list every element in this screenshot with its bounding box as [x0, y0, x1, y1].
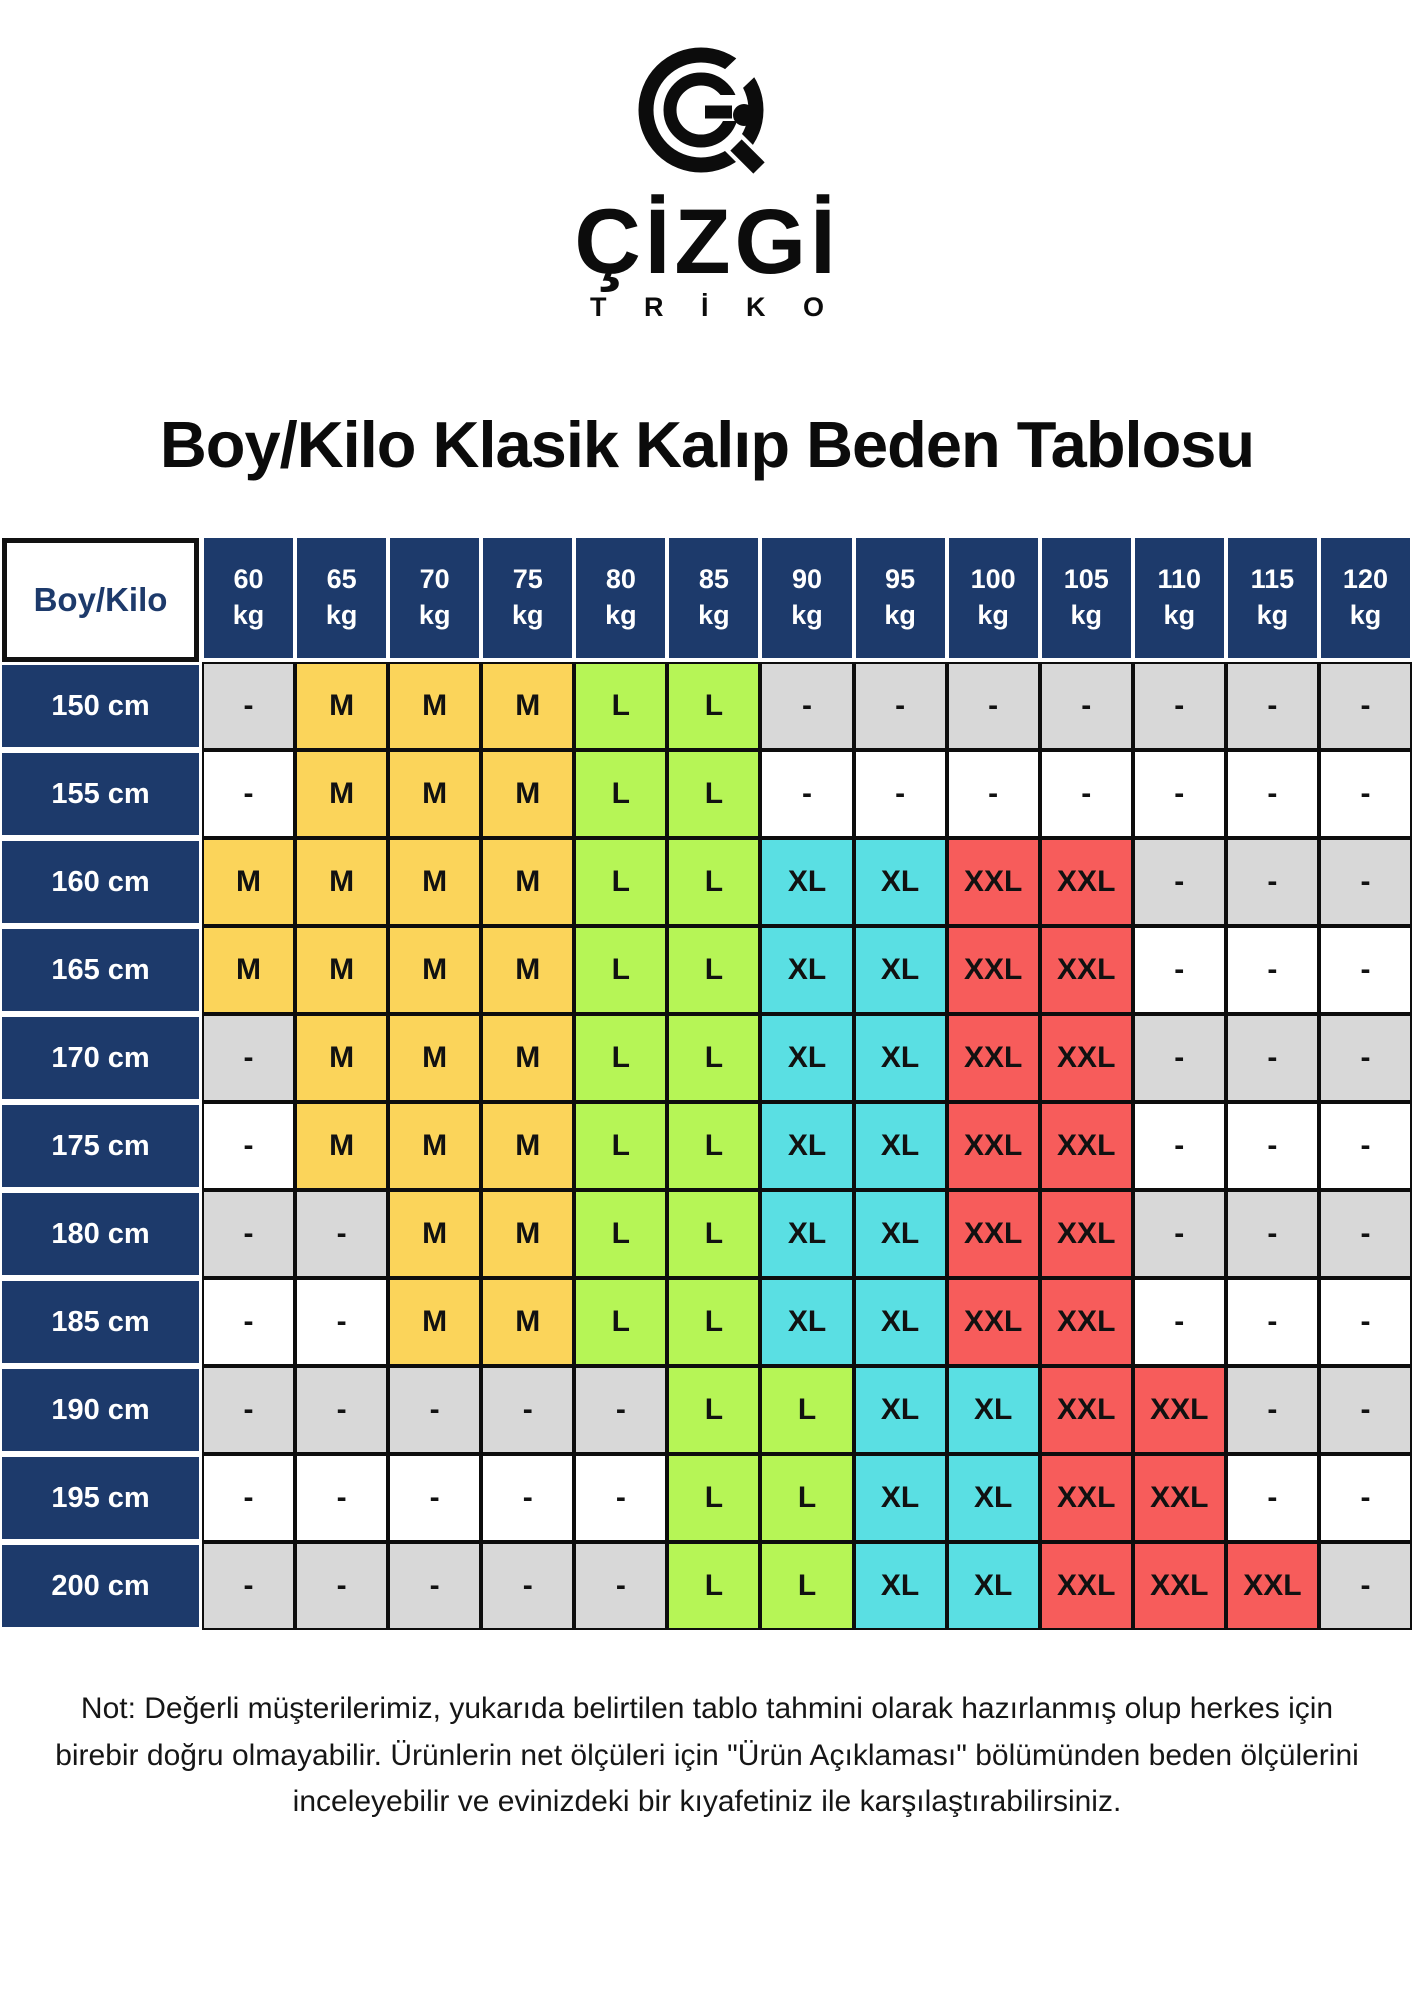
size-cell: - [574, 1454, 667, 1542]
size-cell: XL [854, 1454, 947, 1542]
size-cell: - [1319, 1366, 1412, 1454]
size-cell: M [388, 1102, 481, 1190]
size-cell: - [1319, 1278, 1412, 1366]
size-cell: XL [854, 1278, 947, 1366]
weight-header-120kg: 120 kg [1321, 538, 1410, 658]
size-cell: XL [947, 1454, 1040, 1542]
size-cell: - [1226, 1190, 1319, 1278]
size-cell: - [388, 1542, 481, 1630]
size-cell: M [388, 1278, 481, 1366]
size-cell: - [760, 750, 853, 838]
size-cell: M [481, 1278, 574, 1366]
weight-header-115kg: 115 kg [1228, 538, 1317, 658]
note-text: Not: Değerli müşterilerimiz, yukarıda belirtilen tablo tahmini olarak hazırlanmış olup herkes için birebir doğru olmayabilir. Ürünlerin net ölçüleri için "Ürün Açıklaması" bölümünden beden ölçülerini inceleyebilir ve evinizdeki bir kıyafetiniz ile karşılaştırabilirsiniz. [55, 1692, 1359, 1818]
size-cell: - [1226, 750, 1319, 838]
size-cell: XXL [947, 838, 1040, 926]
size-cell: L [667, 662, 760, 750]
size-cell: M [388, 1014, 481, 1102]
size-cell: - [1226, 1454, 1319, 1542]
size-cell: M [295, 750, 388, 838]
size-cell: M [202, 926, 295, 1014]
size-cell: XXL [1040, 1454, 1133, 1542]
weight-header-95kg: 95 kg [856, 538, 945, 658]
size-cell: XL [854, 1366, 947, 1454]
size-cell: M [295, 662, 388, 750]
size-cell: - [481, 1454, 574, 1542]
size-cell: - [574, 1366, 667, 1454]
size-cell: L [574, 662, 667, 750]
size-cell: XXL [1040, 926, 1133, 1014]
size-cell: XL [760, 1014, 853, 1102]
size-cell: - [1319, 926, 1412, 1014]
size-cell: - [854, 750, 947, 838]
row-label-175-cm: 175 cm [2, 1105, 199, 1187]
size-cell: - [1133, 1102, 1226, 1190]
size-cell: - [1133, 926, 1226, 1014]
size-cell: L [667, 1102, 760, 1190]
size-cell: - [1226, 838, 1319, 926]
size-cell: XL [854, 838, 947, 926]
page-title: Boy/Kilo Klasik Kalıp Beden Tablosu [159, 408, 1255, 481]
size-cell: - [295, 1190, 388, 1278]
weight-header-105kg: 105 kg [1042, 538, 1131, 658]
size-cell: - [388, 1366, 481, 1454]
brand-logo [0, 0, 1414, 323]
size-cell: XL [760, 838, 853, 926]
size-cell: L [667, 926, 760, 1014]
size-cell: L [574, 1190, 667, 1278]
size-cell: - [202, 1190, 295, 1278]
size-cell: - [202, 1366, 295, 1454]
size-cell: - [295, 1454, 388, 1542]
size-cell: - [1040, 662, 1133, 750]
size-cell: - [202, 1014, 295, 1102]
size-cell: - [1319, 662, 1412, 750]
size-cell: - [1319, 838, 1412, 926]
weight-header-100kg: 100 kg [949, 538, 1038, 658]
size-cell: XL [854, 1102, 947, 1190]
size-cell: M [481, 1190, 574, 1278]
size-cell: - [1226, 1102, 1319, 1190]
size-cell: M [481, 1102, 574, 1190]
size-cell: M [481, 750, 574, 838]
size-cell: M [481, 838, 574, 926]
size-cell: M [481, 926, 574, 1014]
size-cell: - [1226, 662, 1319, 750]
size-cell: - [481, 1542, 574, 1630]
size-cell: XL [854, 1542, 947, 1630]
size-cell: - [1226, 1278, 1319, 1366]
size-cell: - [1319, 1190, 1412, 1278]
size-cell: M [388, 1190, 481, 1278]
size-cell: - [388, 1454, 481, 1542]
row-label-185-cm: 185 cm [2, 1281, 199, 1363]
size-cell: M [388, 662, 481, 750]
size-cell: XL [947, 1542, 1040, 1630]
size-cell: XXL [1040, 1102, 1133, 1190]
size-cell: - [1319, 750, 1412, 838]
size-cell: XL [854, 1014, 947, 1102]
size-cell: - [481, 1366, 574, 1454]
size-cell: - [1133, 1190, 1226, 1278]
row-label-190-cm: 190 cm [2, 1369, 199, 1451]
size-cell: L [667, 1454, 760, 1542]
row-label-200-cm: 200 cm [2, 1545, 199, 1627]
size-cell: L [667, 1190, 760, 1278]
row-label-150-cm: 150 cm [2, 665, 199, 747]
size-cell: - [1319, 1454, 1412, 1542]
row-label-155-cm: 155 cm [2, 753, 199, 835]
row-label-165-cm: 165 cm [2, 929, 199, 1011]
size-cell: XXL [947, 926, 1040, 1014]
size-cell: XXL [947, 1102, 1040, 1190]
size-cell: XXL [947, 1190, 1040, 1278]
size-cell: L [667, 1542, 760, 1630]
size-cell: L [760, 1366, 853, 1454]
weight-header-60kg: 60 kg [204, 538, 293, 658]
size-cell: XXL [1040, 1014, 1133, 1102]
size-cell: M [481, 662, 574, 750]
weight-header-75kg: 75 kg [483, 538, 572, 658]
size-cell: XL [760, 1102, 853, 1190]
weight-header-110kg: 110 kg [1135, 538, 1224, 658]
row-label-180-cm: 180 cm [2, 1193, 199, 1275]
size-cell: XL [760, 926, 853, 1014]
weight-header-85kg: 85 kg [669, 538, 758, 658]
size-cell: - [202, 1102, 295, 1190]
size-cell: M [388, 926, 481, 1014]
size-cell: L [574, 750, 667, 838]
size-cell: L [667, 1278, 760, 1366]
size-cell: L [574, 838, 667, 926]
size-cell: - [1133, 750, 1226, 838]
size-cell: - [1133, 838, 1226, 926]
size-cell: XL [760, 1278, 853, 1366]
size-cell: M [388, 838, 481, 926]
size-cell: - [202, 662, 295, 750]
weight-header-90kg: 90 kg [762, 538, 851, 658]
size-cell: XXL [947, 1014, 1040, 1102]
size-cell: XL [760, 1190, 853, 1278]
size-cell: M [388, 750, 481, 838]
row-label-195-cm: 195 cm [2, 1457, 199, 1539]
size-cell: - [574, 1542, 667, 1630]
size-cell: - [1040, 750, 1133, 838]
weight-header-65kg: 65 kg [297, 538, 386, 658]
size-cell: XXL [1133, 1366, 1226, 1454]
size-cell: XXL [1226, 1542, 1319, 1630]
size-cell: XXL [1133, 1542, 1226, 1630]
size-cell: XXL [1040, 1366, 1133, 1454]
size-cell: - [1319, 1014, 1412, 1102]
size-cell: - [1319, 1542, 1412, 1630]
size-cell: L [574, 1278, 667, 1366]
size-cell: XL [947, 1366, 1040, 1454]
cizgi-circle-g-mark-icon [637, 46, 777, 186]
size-cell: - [1319, 1102, 1412, 1190]
size-cell: M [481, 1014, 574, 1102]
size-cell: L [760, 1542, 853, 1630]
size-cell: - [1133, 662, 1226, 750]
size-cell: XXL [1040, 838, 1133, 926]
brand-name: ÇİZGİ [574, 191, 840, 293]
size-cell: L [667, 750, 760, 838]
size-cell: XL [854, 926, 947, 1014]
size-cell: M [295, 926, 388, 1014]
size-cell: L [667, 1014, 760, 1102]
size-cell: - [947, 662, 1040, 750]
size-cell: - [202, 1454, 295, 1542]
size-cell: - [1226, 1366, 1319, 1454]
size-cell: - [202, 1542, 295, 1630]
size-cell: L [667, 1366, 760, 1454]
size-cell: - [1133, 1278, 1226, 1366]
size-cell: XXL [1133, 1454, 1226, 1542]
size-cell: - [202, 750, 295, 838]
size-table [2, 538, 1412, 1630]
size-cell: M [295, 1102, 388, 1190]
size-cell: - [202, 1278, 295, 1366]
size-cell: - [295, 1366, 388, 1454]
size-cell: XXL [1040, 1278, 1133, 1366]
row-label-160-cm: 160 cm [2, 841, 199, 923]
size-cell: - [854, 662, 947, 750]
size-cell: XXL [947, 1278, 1040, 1366]
size-cell: - [295, 1278, 388, 1366]
size-cell: L [574, 926, 667, 1014]
size-cell: L [667, 838, 760, 926]
size-cell: - [947, 750, 1040, 838]
size-cell: - [760, 662, 853, 750]
row-label-170-cm: 170 cm [2, 1017, 199, 1099]
weight-header-70kg: 70 kg [390, 538, 479, 658]
size-cell: - [1226, 1014, 1319, 1102]
size-cell: L [574, 1102, 667, 1190]
size-cell: M [295, 1014, 388, 1102]
size-cell: XL [854, 1190, 947, 1278]
size-cell: L [760, 1454, 853, 1542]
size-cell: XXL [1040, 1190, 1133, 1278]
size-cell: L [574, 1014, 667, 1102]
size-cell: - [295, 1542, 388, 1630]
brand-subname: T R İ K O [590, 292, 839, 322]
corner-cell: Boy/Kilo [2, 538, 199, 662]
weight-header-80kg: 80 kg [576, 538, 665, 658]
size-cell: M [202, 838, 295, 926]
size-cell: - [1226, 926, 1319, 1014]
size-cell: - [1133, 1014, 1226, 1102]
size-cell: XXL [1040, 1542, 1133, 1630]
size-cell: M [295, 838, 388, 926]
